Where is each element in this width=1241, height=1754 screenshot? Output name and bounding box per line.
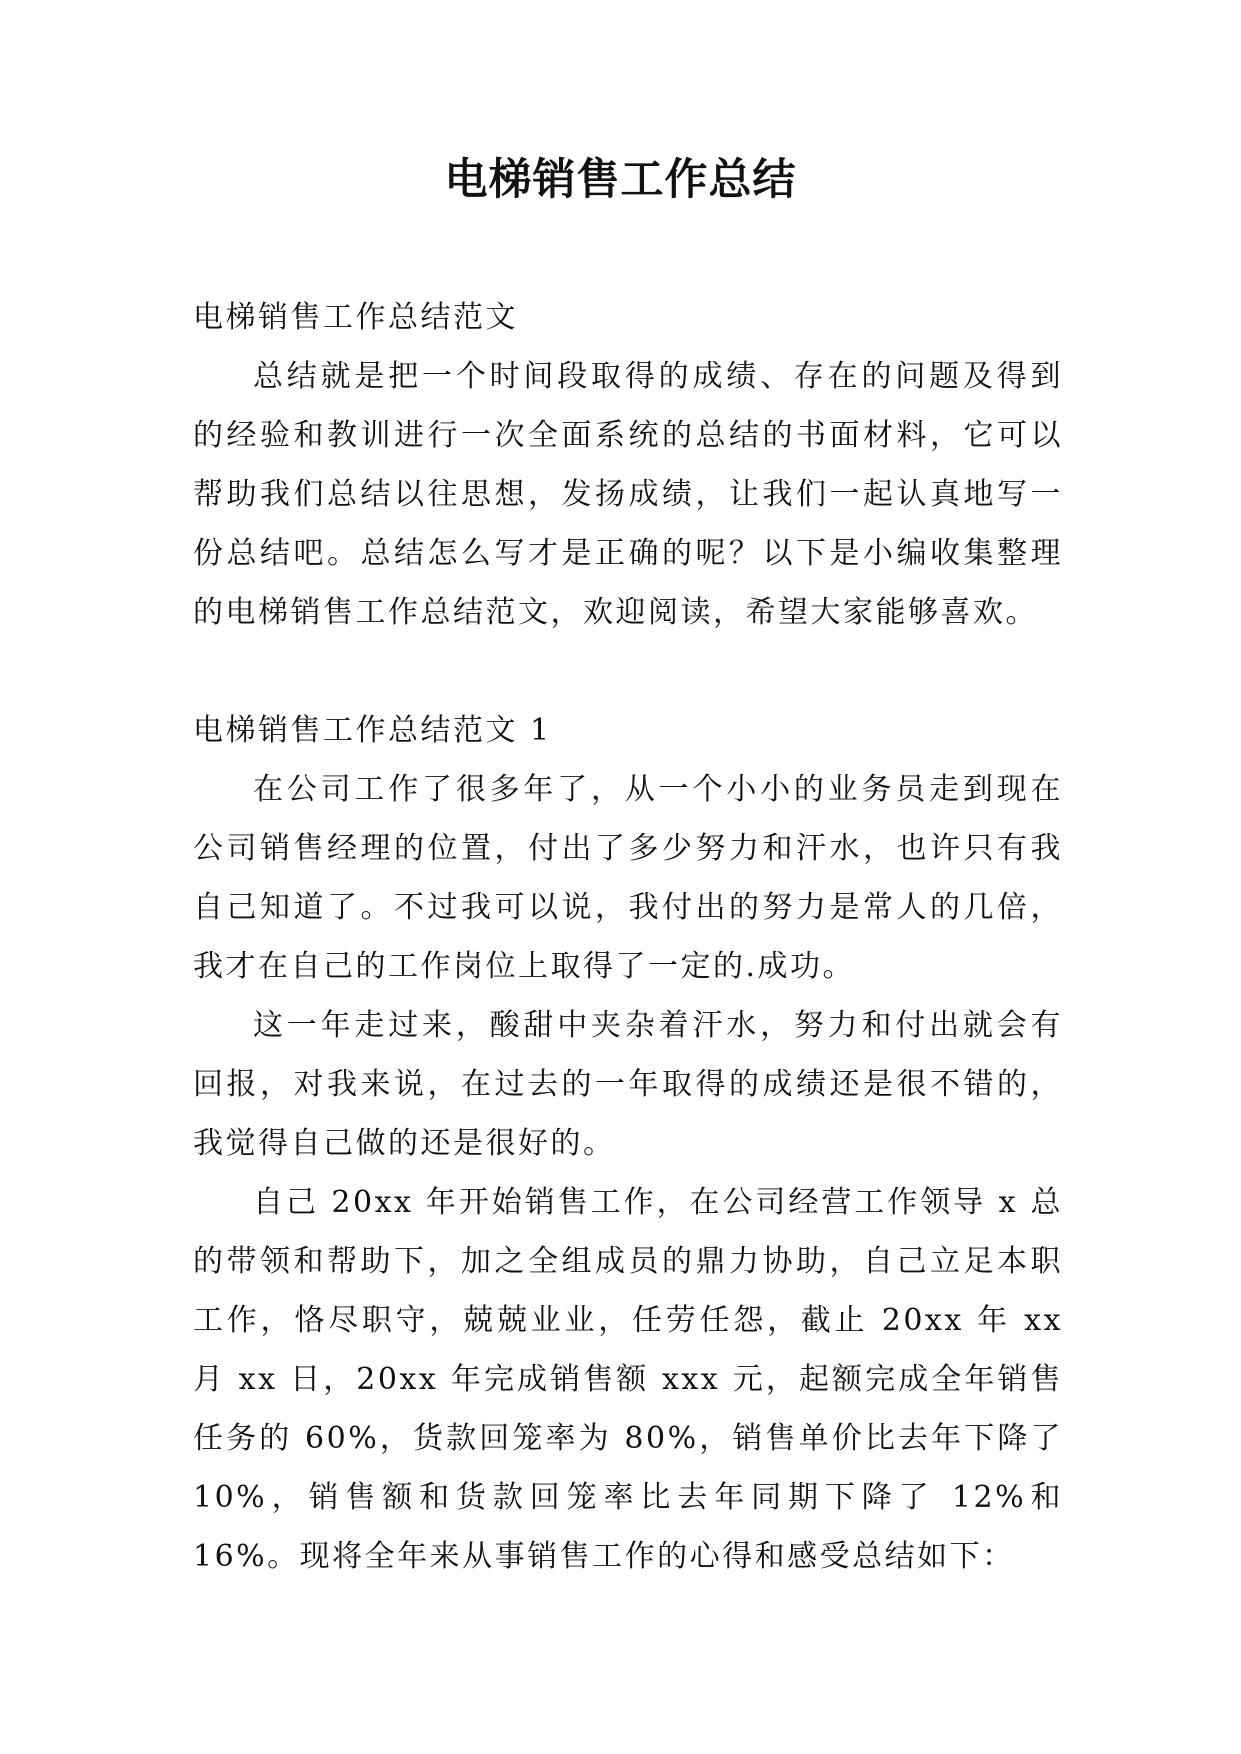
body-paragraph-2: 这一年走过来，酸甜中夹杂着汗水，努力和付出就会有回报，对我来说，在过去的一年取得的成绩还是很不错的，我觉得自己做的还是很好的。 xyxy=(193,1008,1063,1161)
section-spacer xyxy=(193,642,1063,701)
body-paragraph-3: 自己 20xx 年开始销售工作，在公司经营工作领导 x 总的带领和帮助下，加之全组成员的鼎力协助，自己立足本职工作，恪尽职守，兢兢业业，任劳任怨，截止 20xx 年 xx 月 xx 日，20xx 年完成销售额 xxx 元，起额完成全年销售任务的 60%，货款回笼率为 80%，销售单价比去年下降了 10%，销售额和货款回笼率比去年同期下降了 12%和 16%。现将全年来从事销售工作的心得和感受总结如下： xyxy=(193,1185,1063,1574)
body-paragraph-1: 在公司工作了很多年了，从一个小小的业务员走到现在公司销售经理的位置，付出了多少努力和汗水，也许只有我自己知道了。不过我可以说，我付出的努力是常人的几倍，我才在自己的工作岗位上取得了一定的.成功。 xyxy=(193,772,1063,984)
intro-paragraph: 总结就是把一个时间段取得的成绩、存在的问题及得到的经验和教训进行一次全面系统的总结的书面材料，它可以帮助我们总结以往思想，发扬成绩，让我们一起认真地写一份总结吧。总结怎么写才是正确的呢？以下是小编收集整理的电梯销售工作总结范文，欢迎阅读，希望大家能够喜欢。 xyxy=(193,359,1063,630)
document-body xyxy=(193,288,1063,1586)
section-heading-sample-1: 电梯销售工作总结范文 1 xyxy=(193,713,552,748)
section-heading-intro: 电梯销售工作总结范文 xyxy=(193,300,518,335)
document-title: 电梯销售工作总结 xyxy=(444,155,797,205)
